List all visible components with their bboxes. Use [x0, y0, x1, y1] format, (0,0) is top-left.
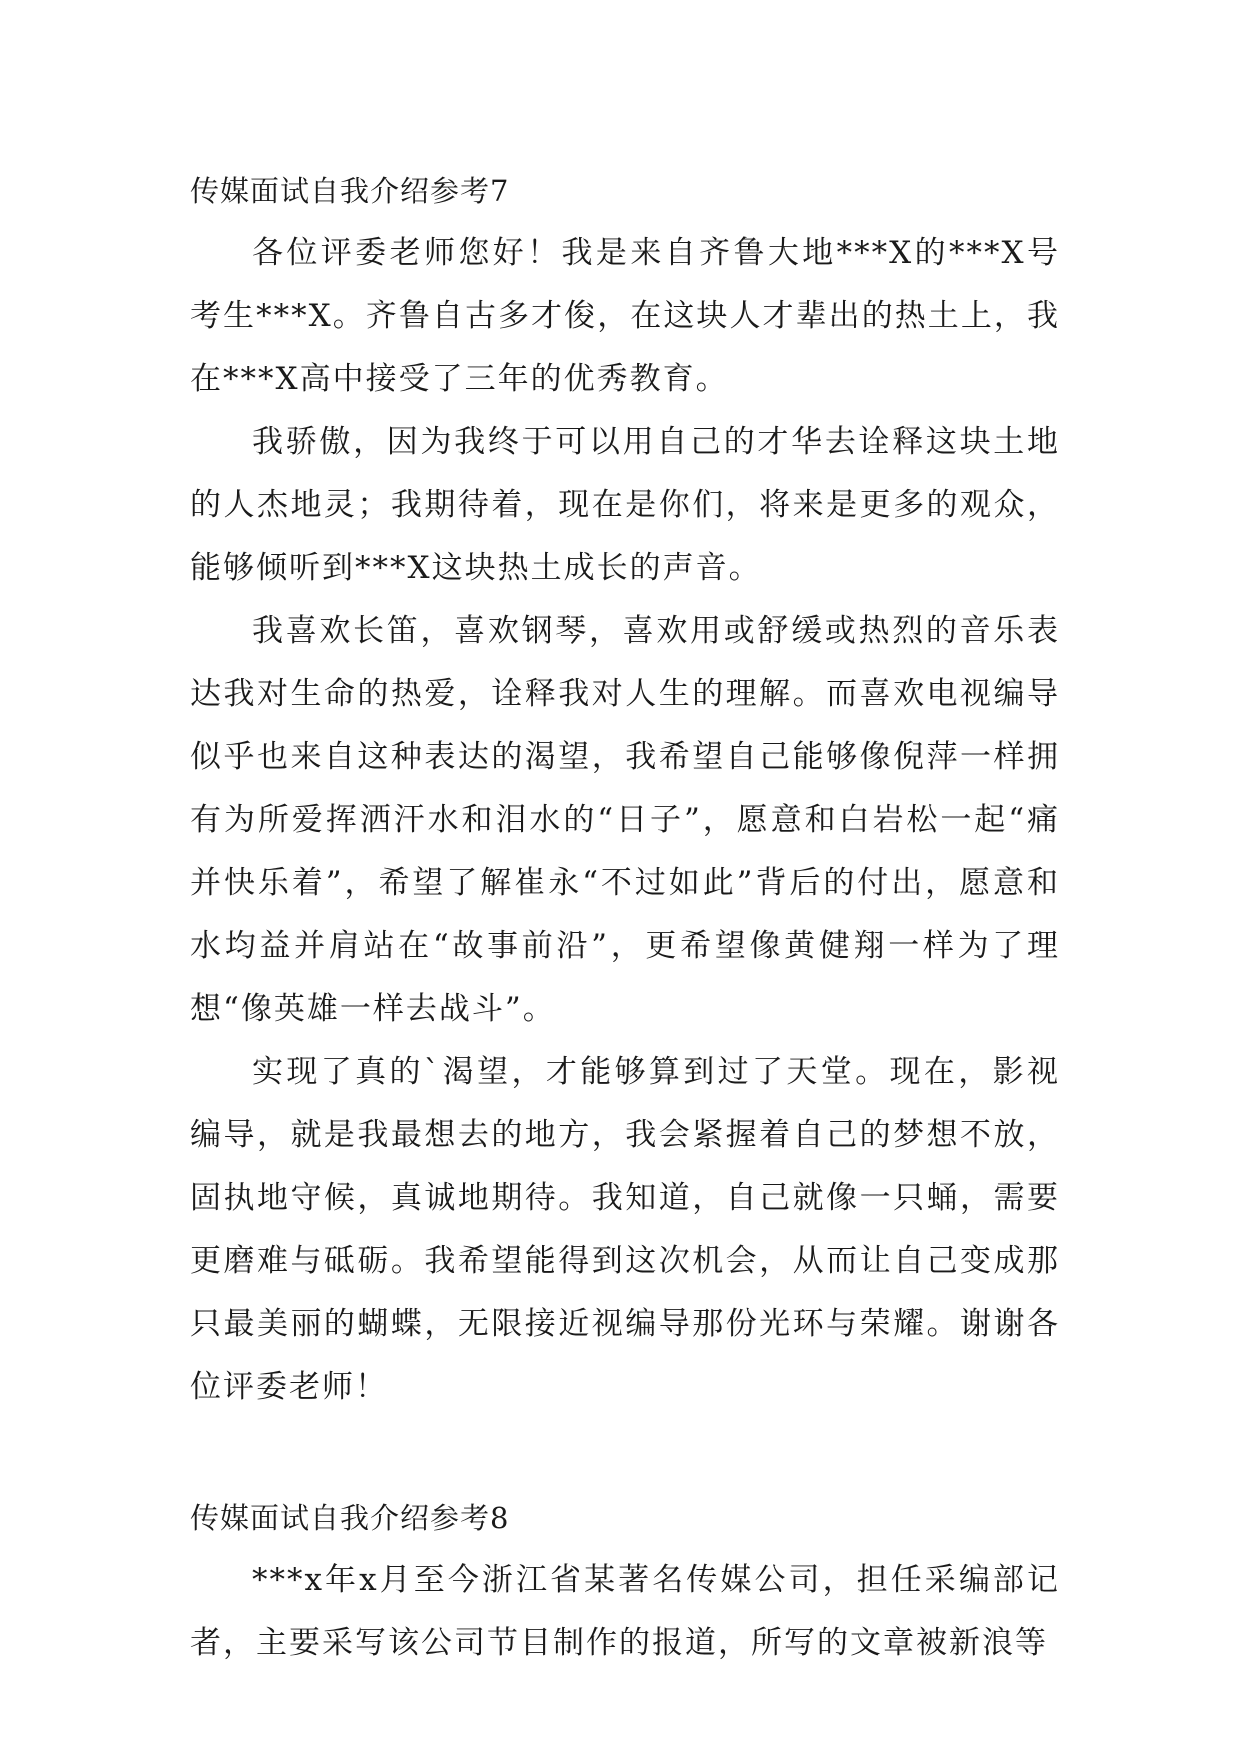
paragraph: 我骄傲，因为我终于可以用自己的才华去诠释这块土地的人杰地灵；我期待着，现在是你们，将来是更多的观众，能够倾听到***X这块热土成长的声音。 [190, 424, 1060, 586]
paragraph: 我喜欢长笛，喜欢钢琴，喜欢用或舒缓或热烈的音乐表达我对生命的热爱，诠释我对人生的理解。而喜欢电视编导似乎也来自这种表达的渴望，我希望自己能够像倪萍一样拥有为所爱挥洒汗水和泪水的“日子”，愿意和白岩松一起“痛并快乐着”，希望了解崔永“不过如此”背后的付出，愿意和水均益并肩站在“故事前沿”，更希望像黄健翔一样为了理想“像英雄一样去战斗”。 [190, 613, 1060, 1027]
document-body [190, 160, 1060, 1675]
paragraph: 实现了真的`渴望，才能够算到过了天堂。现在，影视编导，就是我最想去的地方，我会紧握着自己的梦想不放，固执地守候，真诚地期待。我知道，自己就像一只蛹，需要更磨难与砥砺。我希望能得到这次机会，从而让自己变成那只最美丽的蝴蝶，无限接近视编导那份光环与荣耀。谢谢各位评委老师！ [190, 1054, 1060, 1405]
section-title-8: 传媒面试自我介绍参考8 [190, 1501, 510, 1535]
paragraph: ***x年x月至今浙江省某著名传媒公司，担任采编部记者，主要采写该公司节目制作的报道，所写的文章被新浪等 [190, 1562, 1060, 1661]
section-spacer [190, 1419, 1060, 1487]
paragraph: 各位评委老师您好！我是来自齐鲁大地***X的***X号考生***X。齐鲁自古多才俊，在这块人才辈出的热土上，我在***X高中接受了三年的优秀教育。 [190, 235, 1060, 397]
section-title-7: 传媒面试自我介绍参考7 [190, 174, 510, 208]
